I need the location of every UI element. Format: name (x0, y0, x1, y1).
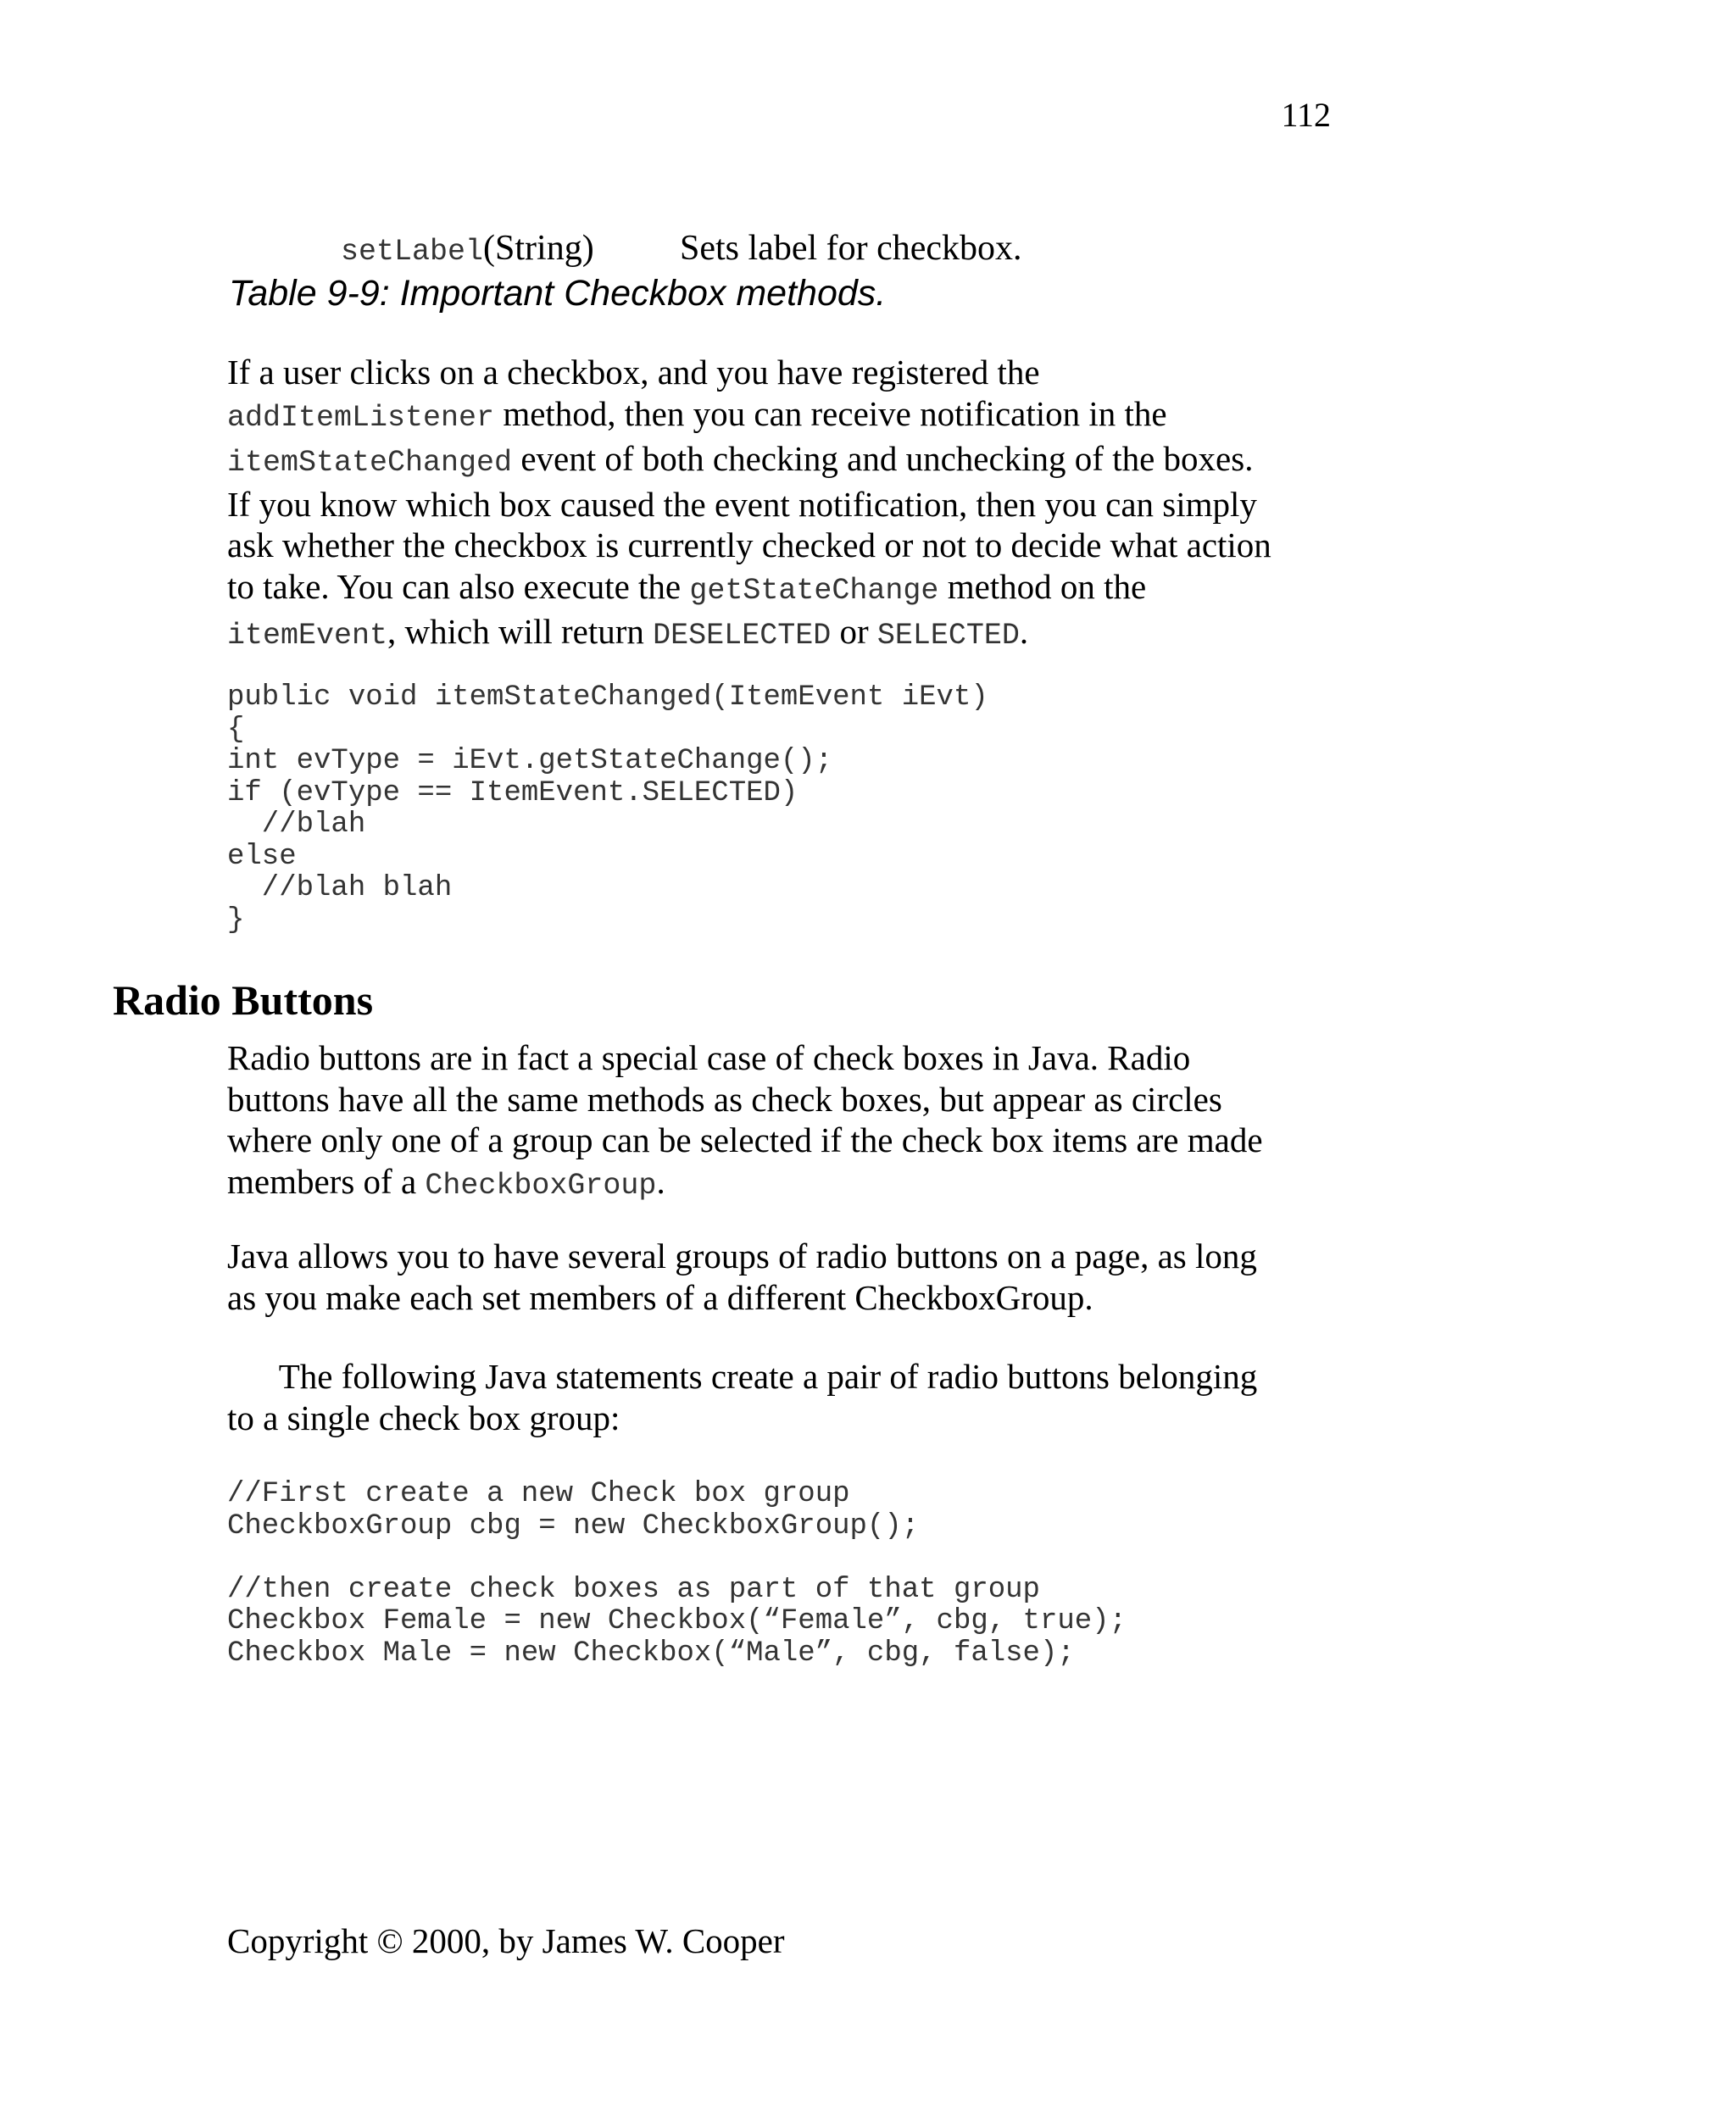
inline-code: SELECTED (876, 619, 1020, 653)
inline-code: DESELECTED (653, 619, 832, 653)
text-line: where only one of a group can be selected if the check box items are made (227, 1120, 1263, 1159)
paragraph-item-state (227, 352, 1329, 657)
text-line: to a single check box group: (227, 1398, 620, 1437)
inline-text: . (656, 1161, 665, 1201)
method-args: (String) (483, 229, 594, 268)
inline-text: method on the (938, 566, 1147, 606)
text-line: Radio buttons are in fact a special case of check boxes in Java. Radio (227, 1038, 1191, 1077)
text-line: ask whether the checkbox is currently checked or not to decide what action (227, 525, 1271, 564)
table-row (341, 227, 1022, 273)
inline-text: . (1019, 612, 1029, 651)
inline-code: itemEvent (227, 619, 388, 653)
code-block-item-state: public void itemStateChanged(ItemEvent iEvt) { int evType = iEvt.getStateChange(); if (evType == ItemEvent.SELECTED) //blah else //blah blah } (227, 681, 988, 937)
text-line: The following Java statements create a pair of radio buttons belonging (227, 1357, 1258, 1396)
paragraph-radio-intro (227, 1037, 1329, 1206)
inline-text: event of both checking and unchecking of the boxes. (512, 439, 1254, 478)
text-line (227, 393, 1329, 439)
text-line: as you make each set members of a different CheckboxGroup. (227, 1277, 1093, 1317)
inline-text: method, then you can receive notification in the (494, 393, 1167, 433)
inline-code: getStateChange (689, 573, 939, 608)
method-description: Sets label for checkbox. (680, 229, 1022, 268)
code-block-radio: //First create a new Check box group CheckboxGroup cbg = new CheckboxGroup(); //then create check boxes as part of that group Checkbox Female = new Checkbox(“Female”, cbg, true); Checkbox Male = new Checkbox(“Male”, cbg, false); (227, 1478, 1127, 1670)
page-number: 112 (1281, 96, 1331, 134)
inline-text: , which will return (387, 612, 654, 651)
inline-code: CheckboxGroup (425, 1168, 657, 1203)
text-line: If a user clicks on a checkbox, and you have registered the (227, 353, 1040, 392)
inline-text: members of a (227, 1161, 426, 1201)
text-line (227, 1161, 1329, 1207)
text-line (227, 611, 1329, 657)
table-caption: Table 9-9: Important Checkbox methods. (229, 273, 887, 314)
text-line: Java allows you to have several groups of radio buttons on a page, as long (227, 1237, 1257, 1276)
copyright-footer: Copyright © 2000, by James W. Cooper (227, 1921, 785, 1960)
inline-text: to take. You can also execute the (227, 566, 690, 606)
text-line (227, 566, 1329, 612)
inline-text: or (831, 612, 877, 651)
text-line (227, 438, 1329, 484)
paragraph-groups (227, 1236, 1329, 1318)
text-line: buttons have all the same methods as check boxes, but appear as circles (227, 1079, 1222, 1119)
paragraph-statements (227, 1356, 1329, 1438)
text-line: If you know which box caused the event notification, then you can simply (227, 484, 1257, 524)
inline-code: itemStateChanged (227, 446, 513, 480)
method-name: setLabel (341, 235, 484, 269)
section-heading: Radio Buttons (113, 976, 374, 1024)
inline-code: addItemListener (227, 400, 495, 435)
